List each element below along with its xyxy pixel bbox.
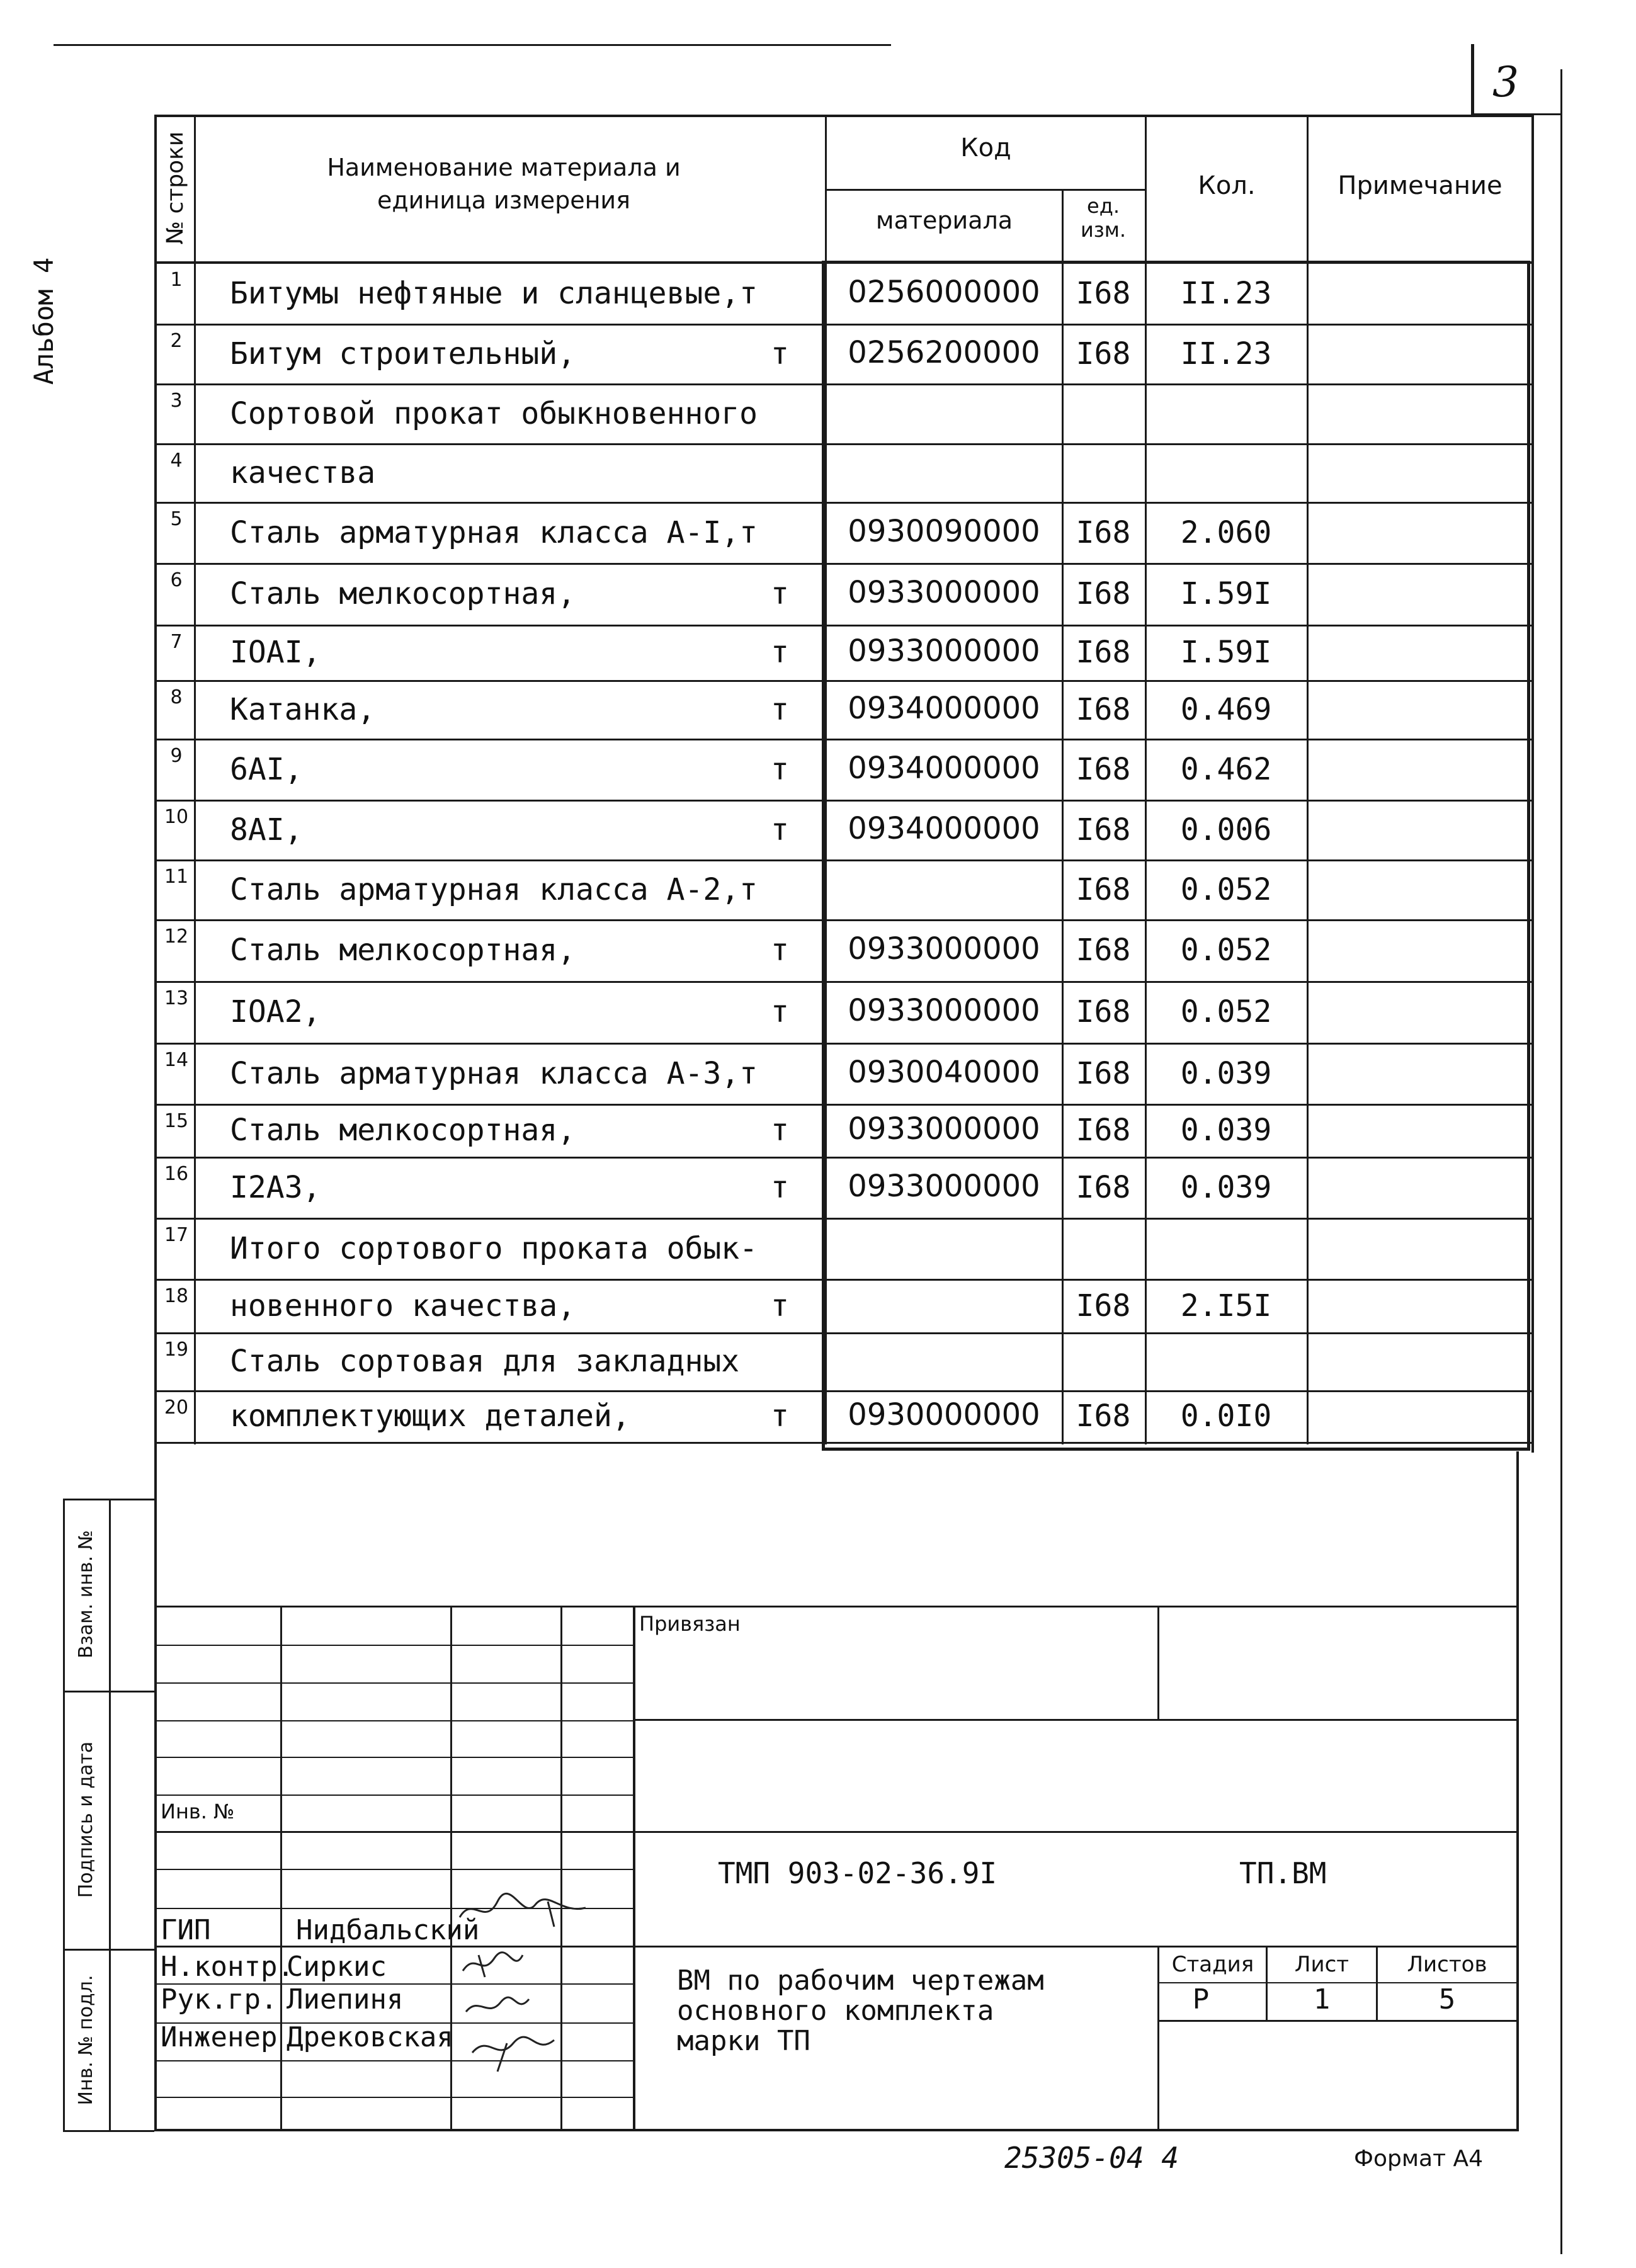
unit-letter: т [771,751,789,787]
quantity: II.23 [1180,275,1272,311]
material-code: 0934000000 [848,750,1040,786]
material-name: I2A3, [230,1169,321,1205]
quantity: II.23 [1180,336,1272,371]
material-name: Сталь арматурная класса А-3,т [230,1055,758,1091]
unit-code: I68 [1076,871,1131,907]
right-page-border [1560,69,1562,2254]
material-name: комплектующих деталей, [230,1398,630,1434]
unit-letter: т [771,994,789,1029]
quantity: 2.I5I [1180,1288,1272,1324]
quantity: I.59I [1180,635,1272,670]
staff-name: Нидбальский [296,1914,480,1946]
row-number: 13 [164,987,189,1009]
material-name: Сталь арматурная класса А-I,т [230,514,758,550]
quantity: I.59I [1180,576,1272,611]
material-code: 0933000000 [848,1168,1040,1204]
row-number: 7 [170,631,183,653]
staff-name: Дрековская [287,2021,453,2053]
row-number: 18 [164,1285,189,1307]
unit-code: I68 [1076,1113,1131,1148]
vzam-inv-label: Взам. инв. № [75,1530,97,1658]
material-code: 0933000000 [848,993,1040,1028]
row-number: 3 [170,390,183,412]
material-name: Итого сортового проката обык- [230,1230,758,1266]
unit-code: I68 [1076,576,1131,611]
staff-role: Рук.гр. [161,1983,278,2016]
unit-code: I68 [1076,1055,1131,1091]
material-code: 0933000000 [848,575,1040,610]
privyazan-label: Привязан [639,1612,741,1636]
unit-letter: т [771,576,789,611]
material-code: 0933000000 [848,1111,1040,1147]
unit-code: I68 [1076,751,1131,787]
material-code: 0930000000 [848,1397,1040,1432]
material-code: 0256200000 [848,334,1040,370]
quantity: 0.0I0 [1180,1398,1272,1434]
quantity: 0.006 [1180,812,1272,848]
top-rule [54,44,891,46]
unit-letter: т [771,336,789,371]
material-name: Сталь мелкосортная, [230,933,576,968]
row-number: 10 [164,806,189,828]
quantity: 2.060 [1180,514,1272,550]
row-number: 19 [164,1339,189,1361]
album-label: Альбом 4 [28,257,59,385]
sheets-label: Листов [1407,1952,1487,1977]
unit-code: I68 [1076,812,1131,848]
material-code: 0930090000 [848,513,1040,549]
material-code: 0256000000 [848,274,1040,310]
unit-code: I68 [1076,1169,1131,1205]
material-name: 8AI, [230,812,303,848]
row-number: 12 [164,926,189,948]
inv-podl-label: Инв. № подл. [75,1975,97,2106]
material-code: 0934000000 [848,810,1040,846]
podpis-data-label: Подпись и дата [75,1741,97,1898]
stage-label: Стадия [1171,1952,1254,1977]
material-code: 0930040000 [848,1054,1040,1090]
sheet-label: Лист [1294,1952,1349,1977]
unit-letter: т [771,635,789,670]
unit-letter: т [771,1113,789,1148]
inv-no-label: Инв. № [161,1800,235,1823]
unit-code: I68 [1076,635,1131,670]
material-code: 0933000000 [848,633,1040,669]
material-code: 0934000000 [848,690,1040,726]
material-name: качества [230,455,376,490]
row-number: 4 [170,450,183,472]
unit-code: I68 [1076,691,1131,727]
row-number: 1 [170,269,183,291]
sheet-value: 1 [1313,1983,1331,2016]
material-name: новенного качества, [230,1288,576,1324]
page-number: 3 [1492,58,1519,106]
unit-letter: т [771,1169,789,1205]
row-number: 11 [164,866,189,888]
unit-code: I68 [1076,1288,1131,1324]
material-name: Сталь мелкосортная, [230,576,576,611]
row-number: 2 [170,330,183,352]
row-number: 6 [170,569,183,591]
material-name: Сталь арматурная класса А-2,т [230,871,758,907]
material-name: 6AI, [230,751,303,787]
unit-letter: т [771,1398,789,1434]
header-row-no: № строки [162,131,188,245]
row-number: 16 [164,1163,189,1185]
staff-role: ГИП [161,1914,211,1946]
unit-letter: т [771,933,789,968]
signatures-image [453,1883,649,2097]
header-note: Примечание [1338,171,1503,200]
unit-code: I68 [1076,1398,1131,1434]
material-name: Катанка, [230,691,376,727]
staff-name: Лиепиня [287,1983,404,2016]
material-name: Сталь мелкосортная, [230,1113,576,1148]
header-code: Код [960,133,1011,162]
format-label: Формат А4 [1354,2146,1484,2172]
row-number: 20 [164,1397,189,1419]
unit-code: I68 [1076,933,1131,968]
unit-code: I68 [1076,336,1131,371]
staff-role: Инженер [161,2021,278,2053]
staff-role: Н.контр. [161,1951,294,1983]
material-name: Битумы нефтяные и сланцевые,т [230,275,758,311]
row-number: 5 [170,508,183,530]
stage-value: Р [1192,1983,1210,2016]
doc-title-line-1: ВМ по рабочим чертежам [677,1965,1044,1997]
staff-name: Сиркис [287,1951,387,1983]
quantity: 0.052 [1180,871,1272,907]
quantity: 0.052 [1180,933,1272,968]
material-name: IOAI, [230,635,321,670]
quantity: 0.052 [1180,994,1272,1029]
unit-letter: т [771,691,789,727]
quantity: 0.462 [1180,751,1272,787]
unit-code: I68 [1076,275,1131,311]
doc-title-line-2: основного комплекта [677,1995,994,2027]
header-unit: ед. изм. [1080,194,1127,242]
page-number-divider [1471,44,1474,115]
material-name: Сортовой прокат обыкновенного [230,395,758,431]
unit-code: I68 [1076,514,1131,550]
header-name: Наименование материала и единица измерения [327,154,681,214]
row-number: 8 [170,686,183,708]
material-name: Битум строительный, [230,336,576,371]
header-material: материала [875,207,1013,234]
unit-letter: т [771,1288,789,1324]
material-name: Сталь сортовая для закладных [230,1344,740,1379]
data-frame [822,261,1530,1451]
row-number: 9 [170,745,183,767]
sheets-value: 5 [1438,1983,1456,2016]
sheet-mark: ТП.ВМ [1239,1856,1327,1890]
row-number: 14 [164,1049,189,1071]
doc-code: ТМП 903-02-36.9I [718,1856,997,1890]
unit-code: I68 [1076,994,1131,1029]
row-number: 15 [164,1110,189,1132]
quantity: 0.039 [1180,1113,1272,1148]
quantity: 0.039 [1180,1169,1272,1205]
material-code: 0933000000 [848,931,1040,967]
archive-number: 25305-04 4 [1004,2141,1179,2175]
doc-title-line-3: марки ТП [677,2025,810,2057]
header-qty: Кол. [1198,171,1256,200]
unit-letter: т [771,812,789,848]
quantity: 0.039 [1180,1055,1272,1091]
row-number: 17 [164,1224,189,1246]
quantity: 0.469 [1180,691,1272,727]
material-name: IOA2, [230,994,321,1029]
